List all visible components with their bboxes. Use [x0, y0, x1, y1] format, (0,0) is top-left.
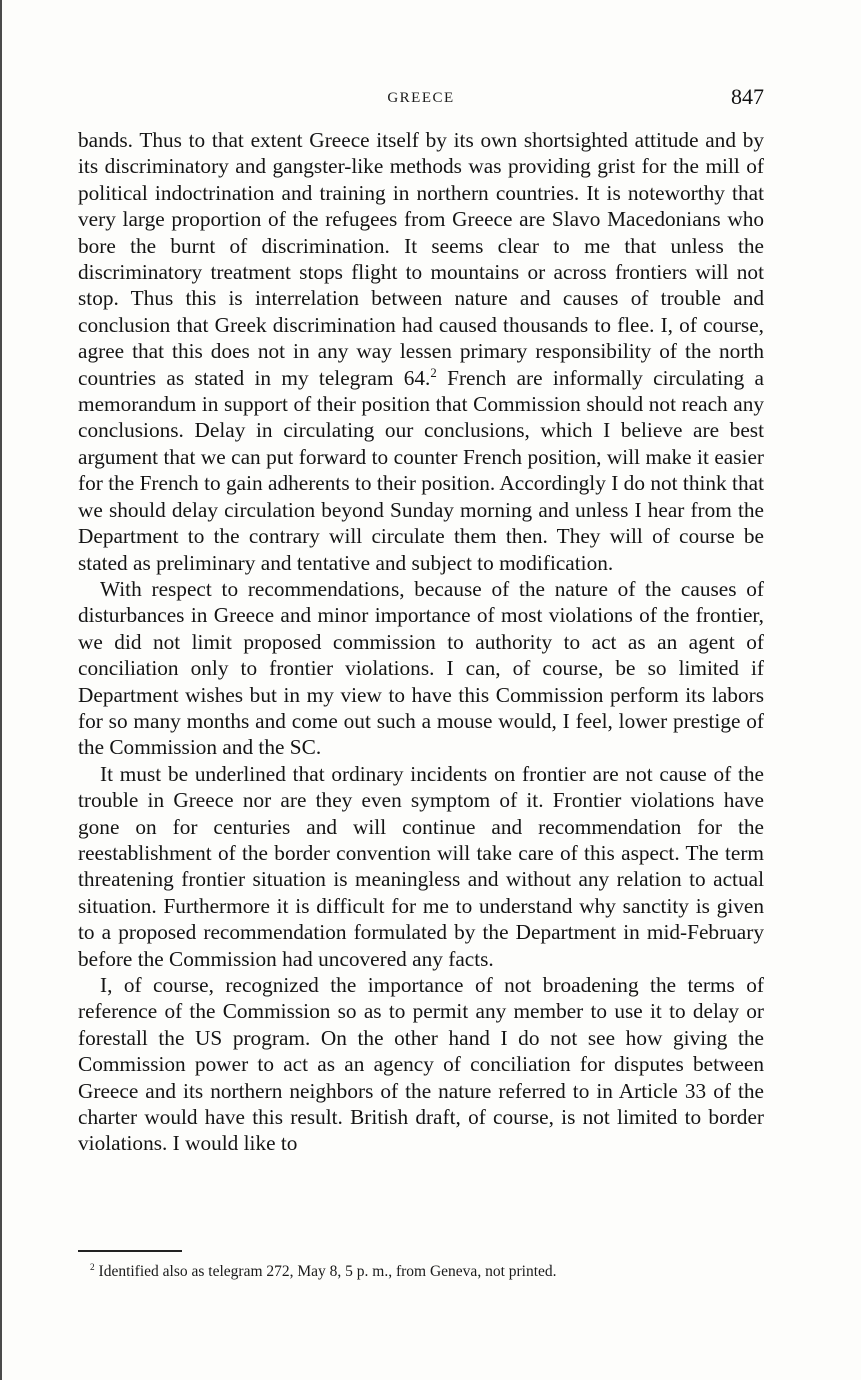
footnote-marker: 2 [90, 1262, 95, 1273]
page-number: 847 [731, 84, 764, 109]
running-head: GREECE [387, 90, 455, 106]
page-edge-line [0, 0, 2, 1380]
paragraph-3: It must be underlined that ordinary incidents on frontier are not cause of the trouble in Greece nor are they even symptom of it. Frontier violations have gone on for centuries and will continue and recommendation for the reestablishment of the border convention will take care of this aspect. The term threatening frontier situation is meaningless and without any relation to actual situation. Furthermore it is difficult for me to understand why sanctity is given to a proposed recommendation formulated by the Department in mid-February before the Commission had uncovered any facts. [78, 761, 764, 971]
paragraph-2: With respect to recommendations, because of the nature of the causes of disturbances in Greece and minor importance of most violations of the frontier, we did not limit proposed commission to authority to act as an agent of conciliation only to frontier violations. I can, of course, be so limited if Department wishes but in my view to have this Commission perform its labors for so many months and come out such a mouse would, I feel, lower prestige of the Commission and the SC. [78, 576, 764, 760]
paragraph-1 [78, 127, 764, 576]
footnote-text: Identified also as telegram 272, May 8, 5 p. m., from Geneva, not printed. [94, 1263, 557, 1280]
paragraph-1-text-before: bands. Thus to that extent Greece itself by its own shortsighted attitude and by its discriminatory and gangster-like methods was providing grist for the mill of political indoctrination and training in northern countries. It is noteworthy that very large proportion of the refugees from Greece are Slavo Macedonians who bore the burnt of discrimination. It seems clear to me that unless the discriminatory treatment stops flight to mountains or across frontiers will not stop. Thus this is interrelation between nature and causes of trouble and conclusion that Greek discrimination had caused thousands to flee. I, of course, agree that this does not in any way lessen primary responsibility of the north countries as stated in my telegram 64. [78, 128, 764, 390]
body-text [78, 127, 764, 1157]
paragraph-1-text-after: French are informally circulating a memorandum in support of their position that Commission should not reach any conclusions. Delay in circulating our conclusions, which I believe are best argument that we can put forward to counter French position, will make it easier for the French to gain adherents to their position. Accordingly I do not think that we should delay circulation beyond Sunday morning and unless I hear from the Department to the contrary will circulate them then. They will of course be stated as preliminary and tentative and subject to modification. [78, 365, 765, 575]
footnote-ref: 2 [430, 365, 437, 380]
paragraph-4: I, of course, recognized the importance of not broadening the terms of reference of the Commission so as to permit any member to use it to delay or forestall the US program. On the other hand I do not see how giving the Commission power to act as an agency of conciliation for disputes between Greece and its northern neighbors of the nature referred to in Article 33 of the charter would have this result. British draft, of course, is not limited to border violations. I would like to [78, 973, 764, 1156]
footnote [90, 1262, 764, 1282]
footnote-rule [78, 1250, 182, 1252]
page-header [78, 84, 764, 114]
